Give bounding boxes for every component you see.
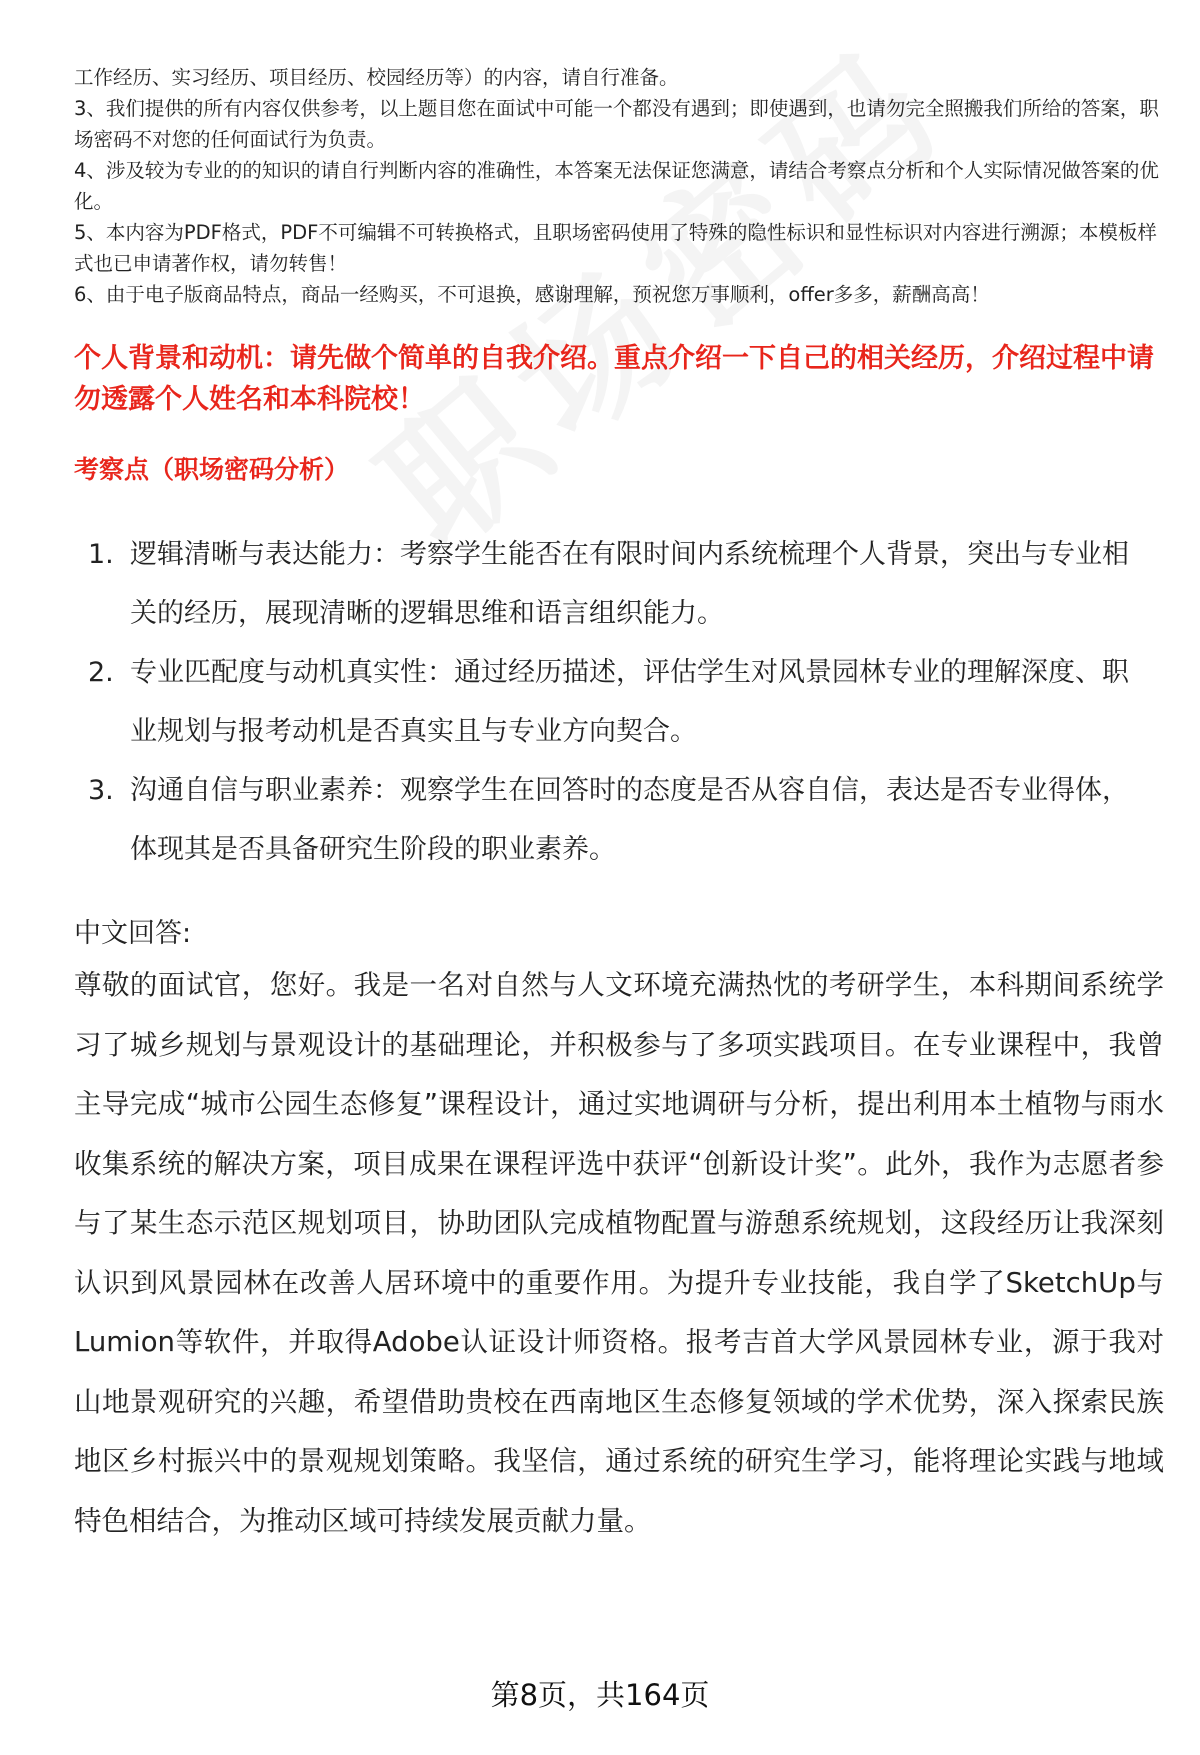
list-item-text: 沟通自信与职业素养：观察学生在回答时的态度是否从容自信，表达是否专业得体，体现其是否具备研究生阶段的职业素养。 [130,775,1129,865]
list-number: 1. [88,539,114,570]
list-number: 2. [88,657,114,688]
answer-label: 中文回答: [74,918,192,949]
notes-section [74,62,1164,310]
points-heading: 考察点（职场密码分析） [74,455,350,484]
note-line: 4、涉及较为专业的的知识的请自行判断内容的准确性，本答案无法保证您满意，请结合考察点分析和个人实际情况做答案的优化。 [74,159,1159,213]
note-line: 5、本内容为PDF格式，PDF不可编辑不可转换格式，且职场密码使用了特殊的隐性标识和显性标识对内容进行溯源；本模板样式也已申请著作权，请勿转售！ [74,221,1157,275]
note-line: 6、由于电子版商品特点，商品一经购买，不可退换，感谢理解，预祝您万事顺利，offer多多，薪酬高高！ [74,283,990,306]
answer-section [74,912,1164,1551]
assessment-points-list [88,525,1148,879]
list-item [88,525,1148,643]
list-item-text: 专业匹配度与动机真实性：通过经历描述，评估学生对风景园林专业的理解深度、职业规划与报考动机是否真实且与专业方向契合。 [130,657,1129,747]
list-number: 3. [88,775,114,806]
list-item [88,761,1148,879]
note-line: 3、我们提供的所有内容仅供参考，以上题目您在面试中可能一个都没有遇到；即使遇到，也请勿完全照搬我们所给的答案，职场密码不对您的任何面试行为负责。 [74,97,1159,151]
note-line: 工作经历、实习经历、项目经历、校园经历等）的内容，请自行准备。 [74,66,679,89]
page-number: 第8页，共164页 [490,1678,710,1712]
list-item [88,643,1148,761]
question-heading: 个人背景和动机：请先做个简单的自我介绍。重点介绍一下自己的相关经历，介绍过程中请勿透露个人姓名和本科院校！ [74,343,1154,415]
answer-body: 尊敬的面试官，您好。我是一名对自然与人文环境充满热忱的考研学生，本科期间系统学习了城乡规划与景观设计的基础理论，并积极参与了多项实践项目。在专业课程中，我曾主导完成“城市公园生态修复”课程设计，通过实地调研与分析，提出利用本土植物与雨水收集系统的解决方案，项目成果在课程评选中获评“创新设计奖”。此外，我作为志愿者参与了某生态示范区规划项目，协助团队完成植物配置与游憩系统规划，这段经历让我深刻认识到风景园林在改善人居环境中的重要作用。为提升专业技能，我自学了SketchUp与Lumion等软件，并取得Adobe认证设计师资格。报考吉首大学风景园林专业，源于我对山地景观研究的兴趣，希望借助贵校在西南地区生态修复领域的学术优势，深入探索民族地区乡村振兴中的景观规划策略。我坚信，通过系统的研究生学习，能将理论实践与地域特色相结合，为推动区域可持续发展贡献力量。 [74,969,1164,1537]
list-item-text: 逻辑清晰与表达能力：考察学生能否在有限时间内系统梳理个人背景，突出与专业相关的经历，展现清晰的逻辑思维和语言组织能力。 [130,539,1129,629]
